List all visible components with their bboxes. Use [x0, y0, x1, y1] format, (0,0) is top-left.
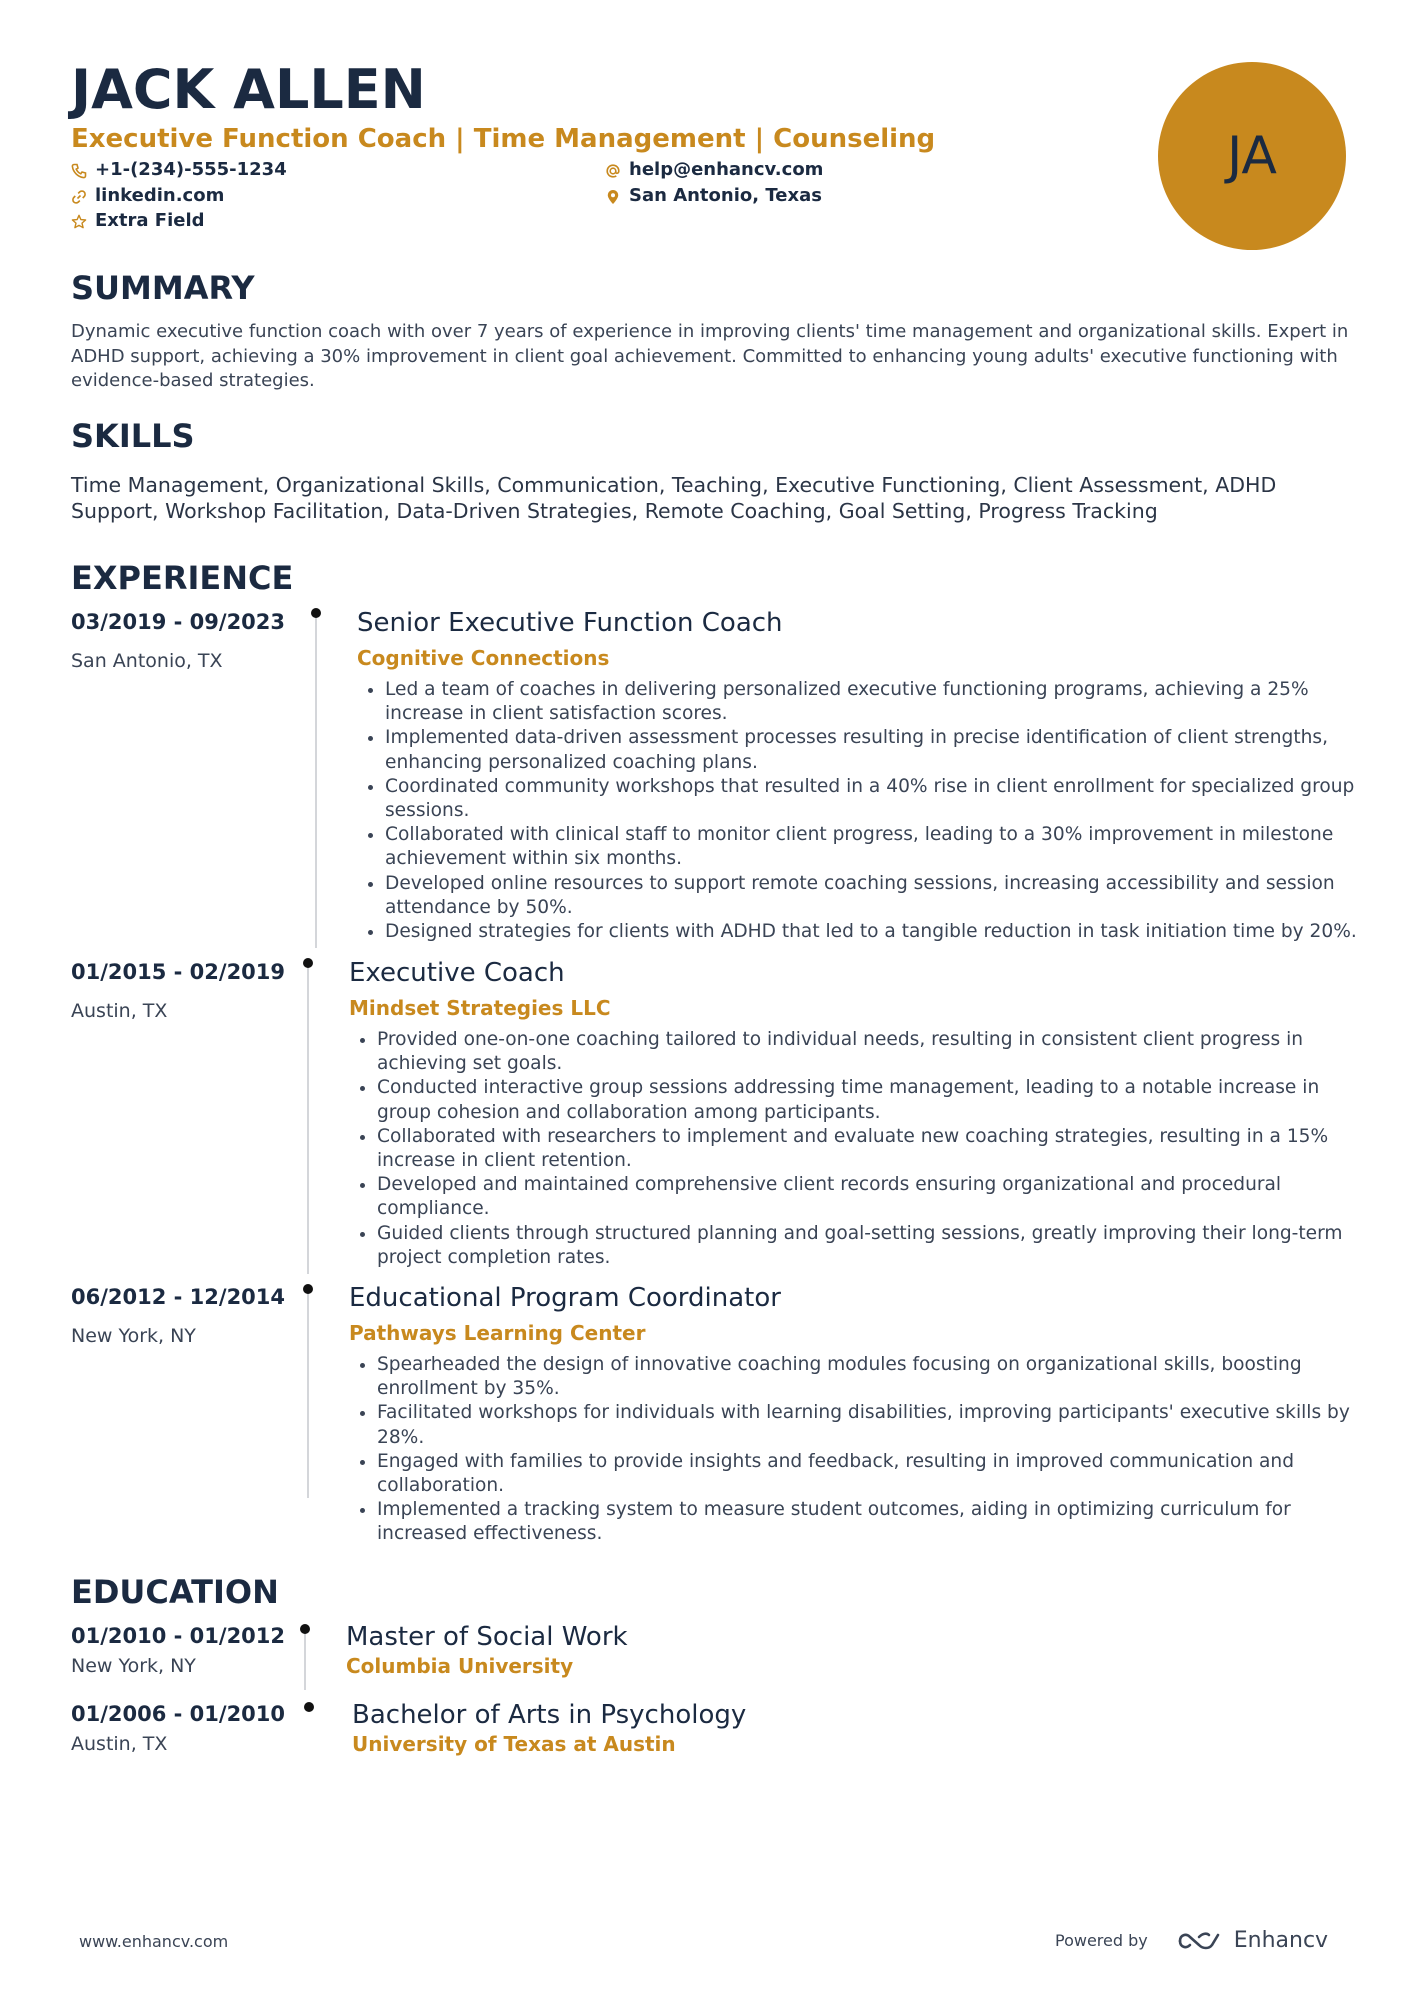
experience-dates: 03/2019 - 09/2023	[71, 610, 286, 634]
education-degree: Bachelor of Arts in Psychology	[352, 1700, 747, 1730]
contact-phone[interactable]	[71, 158, 287, 182]
at-icon	[605, 162, 621, 178]
bullet-item: • Engaged with families to provide insights and feedback, resulting in improved communication and collaboration.	[377, 1450, 1367, 1498]
contact-linkedin[interactable]	[71, 184, 224, 208]
experience-title: EXPERIENCE	[71, 559, 294, 597]
bullet-item: • Implemented data-driven assessment processes resulting in precise identification of client strengths, enhancing personalized coaching plans.	[385, 726, 1375, 774]
education-school: University of Texas at Austin	[352, 1732, 676, 1756]
location-text: San Antonio, Texas	[629, 185, 822, 206]
experience-location: San Antonio, TX	[71, 650, 223, 672]
bullet-item: • Guided clients through structured planning and goal-setting sessions, greatly improving their long-term project completion rates.	[377, 1222, 1367, 1270]
education-location: New York, NY	[71, 1655, 196, 1677]
avatar	[1158, 62, 1346, 250]
bullet-item: • Developed and maintained comprehensive client records ensuring organizational and procedural compliance.	[377, 1173, 1367, 1221]
timeline-dot	[300, 1624, 310, 1634]
footer-powered-by[interactable]	[1055, 1928, 1328, 1953]
education-degree: Master of Social Work	[346, 1622, 628, 1652]
education-school: Columbia University	[346, 1654, 574, 1678]
experience-company: Mindset Strategies LLC	[349, 996, 611, 1020]
timeline-dot	[303, 958, 313, 968]
education-location: Austin, TX	[71, 1733, 168, 1755]
brand-name: Enhancv	[1233, 1928, 1329, 1953]
experience-dates: 01/2015 - 02/2019	[71, 960, 286, 984]
bullet-item: • Developed online resources to support remote coaching sessions, increasing accessibility and session attendance by 50%.	[385, 872, 1375, 920]
education-dates: 01/2010 - 01/2012	[71, 1624, 286, 1648]
timeline-line	[315, 612, 317, 948]
headline: Executive Function Coach | Time Management | Counseling	[71, 124, 936, 154]
linkedin-text: linkedin.com	[95, 185, 225, 206]
contact-email[interactable]	[605, 158, 823, 182]
footer-website[interactable]: www.enhancv.com	[79, 1932, 229, 1951]
timeline-dot	[303, 1284, 313, 1294]
bullet-item: • Designed strategies for clients with ADHD that led to a tangible reduction in task initiation time by 20%.	[385, 920, 1375, 944]
bullet-item: • Spearheaded the design of innovative coaching modules focusing on organizational skills, boosting enrollment by 35%.	[377, 1353, 1367, 1401]
experience-company: Pathways Learning Center	[349, 1321, 646, 1345]
bullet-item: • Implemented a tracking system to measure student outcomes, aiding in optimizing curriculum for increased effectiveness.	[377, 1498, 1367, 1546]
experience-bullets	[355, 1028, 1367, 1270]
bullet-item: • Collaborated with researchers to implement and evaluate new coaching strategies, resulting in a 15% increase in client retention.	[377, 1125, 1367, 1173]
bullet-item: • Coordinated community workshops that resulted in a 40% rise in client enrollment for specialized group sessions.	[385, 775, 1375, 823]
timeline-line	[304, 1630, 306, 1690]
location-pin-icon	[605, 188, 621, 204]
powered-by-text: Powered by	[1055, 1931, 1148, 1950]
phone-text: +1-(234)-555-1234	[95, 159, 287, 180]
avatar-initials: JA	[1227, 126, 1277, 186]
summary-text: Dynamic executive function coach with over 7 years of experience in improving clients' time management and organizational skills. Expert in ADHD support, achieving a 30% improvement in client goal achievement. Committed to enhancing young adults' executive functioning with evidence-based strategies.	[71, 321, 1349, 391]
bullet-item: • Conducted interactive group sessions addressing time management, leading to a notable increase in group cohesion and collaboration among participants.	[377, 1076, 1367, 1124]
timeline-dot	[311, 608, 321, 618]
email-text: help@enhancv.com	[629, 159, 824, 180]
education-title: EDUCATION	[71, 1573, 279, 1611]
experience-dates: 06/2012 - 12/2014	[71, 1285, 286, 1309]
skills-title: SKILLS	[71, 417, 195, 455]
timeline-line	[307, 1288, 309, 1498]
enhancv-logo-icon	[1176, 1929, 1222, 1953]
bullet-item: • Facilitated workshops for individuals with learning disabilities, improving participants' executive skills by 28%.	[377, 1401, 1367, 1449]
bullet-item: • Led a team of coaches in delivering personalized executive functioning programs, achieving a 25% increase in client satisfaction scores.	[385, 678, 1375, 726]
experience-location: New York, NY	[71, 1325, 196, 1347]
bullet-item: • Provided one-on-one coaching tailored to individual needs, resulting in consistent client progress in achieving set goals.	[377, 1028, 1367, 1076]
extra-text: Extra Field	[95, 210, 205, 231]
education-dates: 01/2006 - 01/2010	[71, 1702, 286, 1726]
experience-location: Austin, TX	[71, 1000, 168, 1022]
phone-icon	[71, 162, 87, 178]
experience-bullets	[355, 1353, 1367, 1547]
contact-extra	[71, 209, 205, 233]
link-icon	[71, 188, 87, 204]
timeline-line	[307, 962, 309, 1274]
experience-role: Executive Coach	[349, 958, 565, 988]
timeline-dot	[304, 1702, 314, 1712]
experience-bullets	[363, 678, 1375, 944]
candidate-name: JACK ALLEN	[71, 58, 426, 121]
skills-text: Time Management, Organizational Skills, Communication, Teaching, Executive Functioning, Client Assessment, ADHD Support, Workshop Facilitation, Data-Driven Strategies, Remote Coaching, Goal Setting, Progress Tracking	[71, 473, 1277, 523]
star-icon	[71, 213, 87, 229]
contact-location	[605, 184, 822, 208]
experience-company: Cognitive Connections	[357, 646, 610, 670]
bullet-item: • Collaborated with clinical staff to monitor client progress, leading to a 30% improvement in milestone achievement within six months.	[385, 823, 1375, 871]
summary-title: SUMMARY	[71, 269, 255, 307]
experience-role: Educational Program Coordinator	[349, 1283, 781, 1313]
experience-role: Senior Executive Function Coach	[357, 608, 783, 638]
